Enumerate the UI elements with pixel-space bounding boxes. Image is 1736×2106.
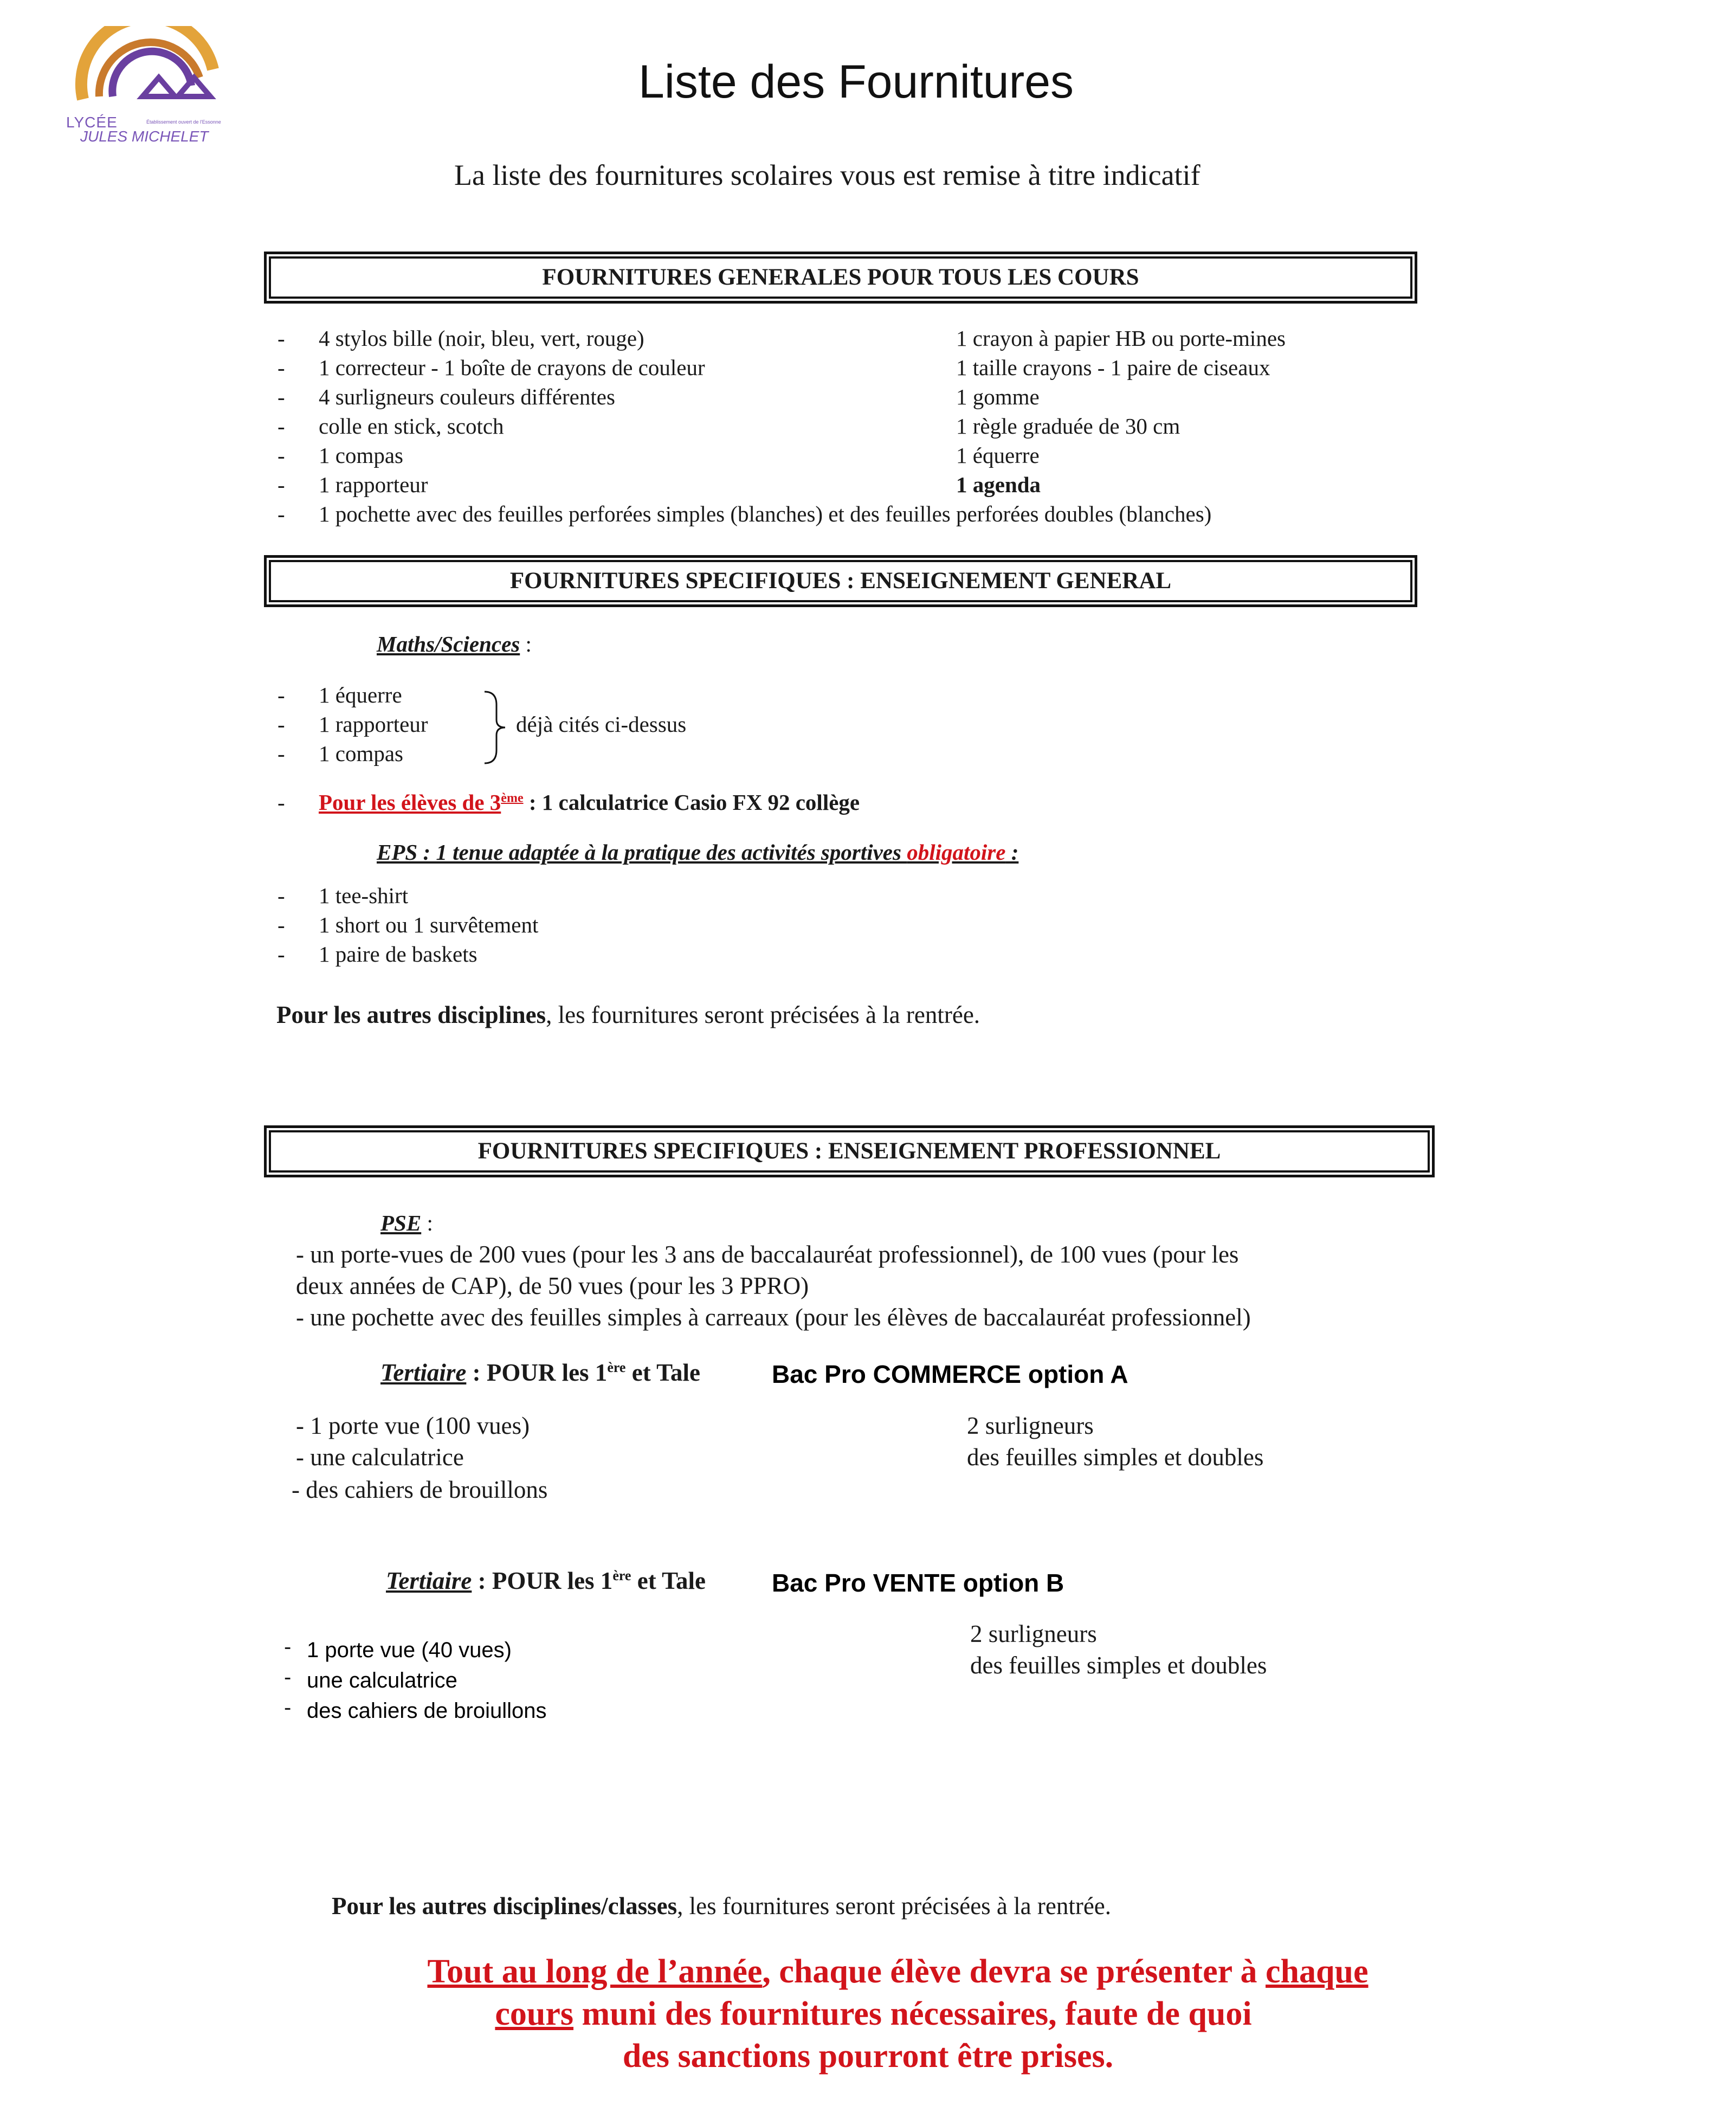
list-item: 4 stylos bille (noir, bleu, vert, rouge) [319,326,644,351]
section-general-heading: FOURNITURES GENERALES POUR TOUS LES COURS [264,252,1417,304]
footer-text: , chaque élève devra se présenter à [762,1953,1266,1990]
pse-line: deux années de CAP), de 50 vues (pour les 3 PPRO) [296,1272,809,1299]
list-item: 1 compas [319,741,403,766]
footer-underlined: chaque [1266,1953,1369,1990]
page-title: Liste des Fournitures [638,56,1074,108]
bullet-dash: - [277,326,285,351]
vente-option: Bac Pro VENTE option B [772,1569,1064,1597]
maths-title: Maths/Sciences [377,632,520,656]
section-professional-heading: FOURNITURES SPECIFIQUES : ENSEIGNEMENT PROFESSIONNEL [264,1125,1435,1177]
maths-note: déjà cités ci-dessus [516,712,687,737]
list-item: 1 équerre [956,443,1040,468]
school-logo [64,26,237,156]
bullet-dash: - [277,501,285,526]
list-item: 1 correcteur - 1 boîte de crayons de couleur [319,355,705,380]
logo-arcs-icon [69,26,232,113]
logo-line2: JULES MICHELET [80,128,209,145]
pse-colon: : [421,1210,433,1235]
calculator-line [319,789,860,815]
bullet-dash: - [277,443,285,468]
others-bold: Pour les autres disciplines/classes [332,1892,677,1920]
list-item: 1 tee-shirt [319,883,409,908]
list-item: une calculatrice [307,1669,457,1692]
list-item: 1 porte vue (40 vues) [307,1638,512,1662]
eps-mandatory: obligatoire [907,840,1006,865]
calc-sup: ème [501,791,524,806]
list-item: 1 pochette avec des feuilles perforées simples (blanches) et des feuilles perforées doubles (blanches) [319,501,1212,526]
footer-line1 [60,1950,1736,1993]
bullet-dash: - [277,912,285,937]
pse-line: - un porte-vues de 200 vues (pour les 3 ans de baccalauréat professionnel), de 100 vues (pour les [296,1241,1239,1268]
ere-sup: ère [607,1360,626,1375]
list-item: 2 surligneurs [967,1412,1094,1439]
others-bold: Pour les autres disciplines [276,1001,546,1028]
commerce-heading [380,1358,700,1387]
list-item: - 1 porte vue (100 vues) [296,1412,530,1439]
bullet-dash: - [277,355,285,380]
eps-colon: : [1005,840,1019,865]
list-item: 1 agenda [956,472,1041,497]
tertiaire-label: Tertiaire [380,1359,467,1386]
bullet-dash: - [277,682,285,707]
maths-heading [377,631,532,657]
eps-text: EPS : 1 tenue adaptée à la pratique des activités sportives [377,840,907,865]
pour-les: : POUR les 1 [472,1567,613,1594]
commerce-option: Bac Pro COMMERCE option A [772,1360,1128,1388]
list-item: 4 surligneurs couleurs différentes [319,384,615,409]
footer-line3: des sanctions pourront être prises. [622,2038,1114,2075]
footer-warning [0,1950,1736,2077]
calc-text: : 1 calculatrice Casio FX 92 collège [523,790,860,815]
et-tale: et Tale [625,1359,700,1386]
others-note-professional [332,1892,1111,1920]
list-item: 1 short ou 1 survêtement [319,912,539,937]
maths-colon: : [520,632,532,656]
bullet-dash: - [277,942,285,967]
calc-prefix: Pour les élèves de 3 [319,790,501,815]
pse-title: PSE [380,1210,422,1235]
logo-line1: LYCÉE [66,114,118,131]
bullet-dash: - [277,790,285,815]
list-item: 2 surligneurs [970,1620,1097,1647]
list-item: des feuilles simples et doubles [967,1444,1264,1471]
list-item: 1 compas [319,443,403,468]
logo-tagline: Établissement ouvert de l'Essonne [146,119,221,125]
footer-line2 [11,1993,1736,2035]
right-brace-icon [481,690,508,765]
list-item: 1 taille crayons - 1 paire de ciseaux [956,355,1270,380]
footer-underlined: Tout au long de l’année [427,1953,763,1990]
list-item: 1 paire de baskets [319,942,477,967]
others-rest: , les fournitures seront précisées à la rentrée. [677,1892,1112,1920]
list-item: 1 règle graduée de 30 cm [956,414,1180,439]
eps-heading [377,839,1018,865]
list-item: - une calculatrice [296,1444,464,1471]
section-general-teaching-heading: FOURNITURES SPECIFIQUES : ENSEIGNEMENT GENERAL [264,555,1417,607]
pse-line: - une pochette avec des feuilles simples à carreaux (pour les élèves de baccalauréat professionnel) [296,1304,1251,1331]
bullet-dash: - [284,1665,292,1689]
list-item: 1 gomme [956,384,1040,409]
et-tale: et Tale [631,1567,706,1594]
bullet-dash: - [277,472,285,497]
list-item: - des cahiers de brouillons [292,1476,548,1503]
list-item: 1 équerre [319,682,402,707]
list-item: 1 crayon à papier HB ou porte-mines [956,326,1286,351]
others-rest: , les fournitures seront précisées à la rentrée. [546,1001,980,1028]
list-item: 1 rapporteur [319,712,428,737]
footer-underlined: cours [495,1995,574,2032]
list-item: 1 rapporteur [319,472,428,497]
bullet-dash: - [277,414,285,439]
list-item: des feuilles simples et doubles [970,1652,1267,1679]
ere-sup: ère [612,1568,631,1583]
pour-les: : POUR les 1 [466,1359,608,1386]
tertiaire-label: Tertiaire [386,1567,472,1594]
bullet-dash: - [277,741,285,766]
bullet-dash: - [277,712,285,737]
page-subtitle: La liste des fournitures scolaires vous est remise à titre indicatif [454,159,1201,191]
bullet-dash: - [277,883,285,908]
list-item: des cahiers de broiullons [307,1699,547,1723]
others-note-general [276,1001,980,1029]
bullet-dash: - [284,1635,292,1659]
footer-text: muni des fournitures nécessaires, faute de quoi [573,1995,1252,2032]
list-item: colle en stick, scotch [319,414,504,439]
bullet-dash: - [284,1696,292,1719]
pse-heading [380,1210,433,1236]
bullet-dash: - [277,384,285,409]
vente-heading [386,1567,706,1595]
